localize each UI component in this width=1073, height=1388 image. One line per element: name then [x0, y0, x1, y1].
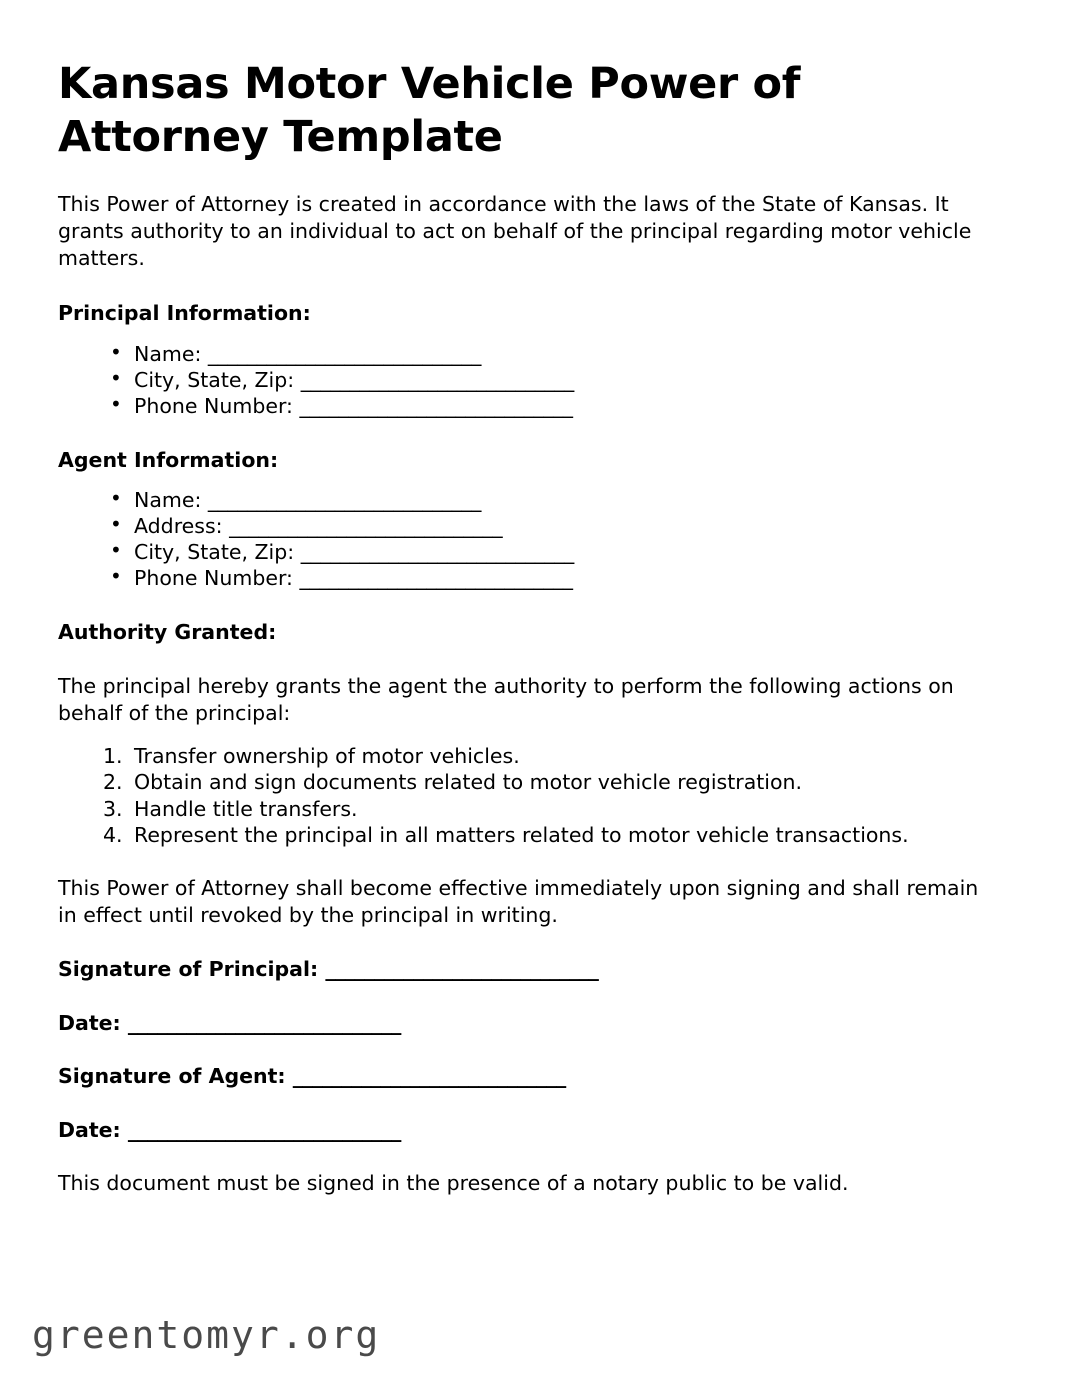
agent-date-line: [58, 1117, 1003, 1144]
field-label: Phone Number:: [134, 393, 293, 418]
list-item: [110, 487, 1003, 513]
field-blank[interactable]: ____________________________: [300, 367, 574, 392]
authority-granted-heading: Authority Granted:: [58, 620, 277, 645]
field-blank[interactable]: ____________________________: [299, 566, 573, 591]
list-item: [110, 565, 1003, 591]
agent-information-heading: Agent Information:: [58, 447, 279, 472]
signature-label: Date:: [58, 1010, 121, 1035]
list-item: Obtain and sign documents related to motor vehicle registration.: [134, 770, 803, 795]
document-content: [58, 58, 1003, 1197]
field-label: Phone Number:: [134, 566, 293, 591]
signature-blank[interactable]: ____________________________: [127, 1118, 401, 1143]
page-title: Kansas Motor Vehicle Power of Attorney Template: [58, 59, 801, 162]
authority-granted-list: [58, 743, 1003, 848]
authority-intro-paragraph: The principal hereby grants the agent the authority to perform the following actions on behalf of the principal:: [58, 674, 954, 726]
list-item: [110, 367, 1003, 393]
principal-information-fields: [58, 341, 1003, 419]
field-label: City, State, Zip:: [134, 367, 295, 392]
field-label: Name:: [134, 488, 202, 513]
field-label: Address:: [134, 514, 223, 539]
principal-date-line: [58, 1010, 1003, 1037]
signature-blank[interactable]: ____________________________: [127, 1010, 401, 1035]
signature-blank[interactable]: ____________________________: [292, 1064, 566, 1089]
list-item: [110, 513, 1003, 539]
field-blank[interactable]: ____________________________: [300, 540, 574, 565]
field-blank[interactable]: ____________________________: [299, 393, 573, 418]
principal-information-heading: Principal Information:: [58, 300, 311, 325]
field-label: City, State, Zip:: [134, 540, 295, 565]
field-label: Name:: [134, 341, 202, 366]
list-item: Represent the principal in all matters related to motor vehicle transactions.: [134, 822, 909, 847]
list-item: Transfer ownership of motor vehicles.: [134, 744, 520, 769]
signature-label: Date:: [58, 1118, 121, 1143]
field-blank[interactable]: ____________________________: [229, 514, 503, 539]
field-blank[interactable]: ____________________________: [207, 341, 481, 366]
list-item: [110, 393, 1003, 419]
site-watermark: greentomyr.org: [32, 1313, 381, 1357]
effective-clause-paragraph: This Power of Attorney shall become effective immediately upon signing and shall remain in effect until revoked by the principal in writing.: [58, 876, 979, 928]
signature-of-agent-line: [58, 1063, 1003, 1090]
list-item: [110, 539, 1003, 565]
notary-requirement-text: This document must be signed in the presence of a notary public to be valid.: [58, 1170, 849, 1195]
list-item: Handle title transfers.: [134, 796, 358, 821]
agent-information-fields: [58, 487, 1003, 591]
signature-label: Signature of Agent:: [58, 1064, 286, 1089]
field-blank[interactable]: ____________________________: [207, 488, 481, 513]
signature-of-principal-line: [58, 956, 1003, 983]
signature-label: Signature of Principal:: [58, 957, 319, 982]
list-item: [110, 341, 1003, 367]
signature-blank[interactable]: ____________________________: [325, 957, 599, 982]
intro-paragraph: This Power of Attorney is created in accordance with the laws of the State of Kansas. It grants authority to an individual to act on behalf of the principal regarding motor vehicle matters.: [58, 191, 972, 270]
